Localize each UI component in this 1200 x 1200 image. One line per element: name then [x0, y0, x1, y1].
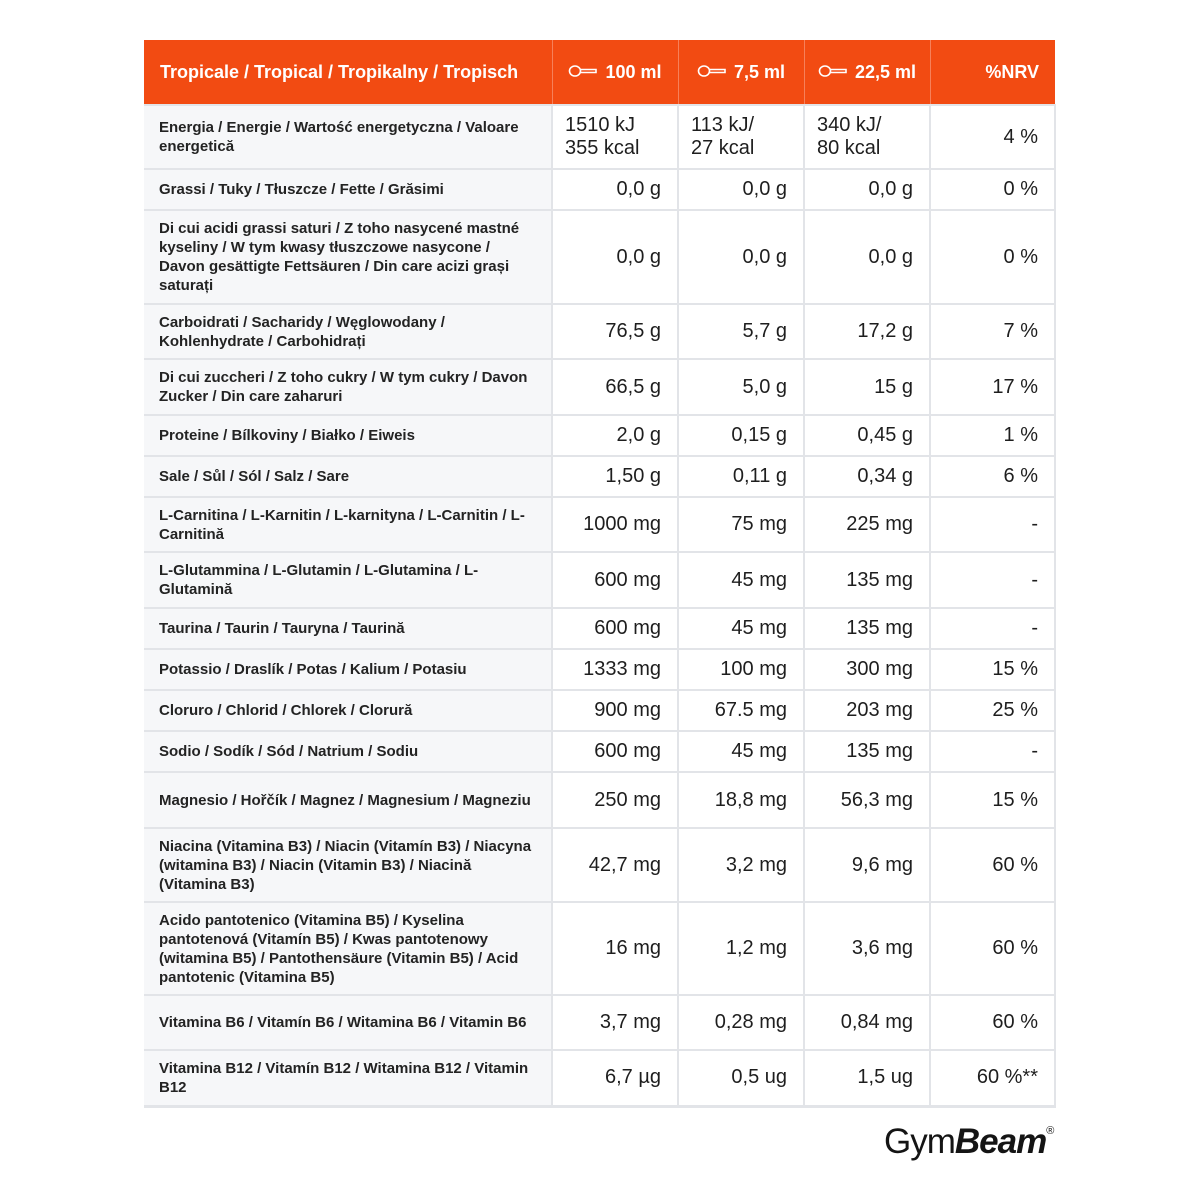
nutrient-name: Vitamina B6 / Vitamín B6 / Witamina B6 / Vitamin B6	[144, 995, 552, 1050]
value-per-22-5ml: 56,3 mg	[804, 772, 930, 828]
logo-text-beam: Beam	[954, 1122, 1047, 1161]
value-nrv: -	[930, 497, 1055, 552]
value-per-7-5ml: 1,2 mg	[678, 902, 804, 995]
value-per-22-5ml: 15 g	[804, 359, 930, 415]
value-per-100ml: 600 mg	[552, 731, 678, 772]
value-nrv: 1 %	[930, 415, 1055, 456]
logo-text-gym: Gym	[884, 1122, 955, 1161]
value-per-22-5ml: 0,84 mg	[804, 995, 930, 1050]
value-nrv: 60 %**	[930, 1050, 1055, 1106]
value-per-22-5ml: 135 mg	[804, 552, 930, 608]
value-per-22-5ml: 9,6 mg	[804, 828, 930, 902]
value-line: 80 kcal	[817, 137, 881, 159]
value-per-100ml: 0,0 g	[552, 210, 678, 304]
value-per-7-5ml: 0,0 g	[678, 210, 804, 304]
value-per-100ml: 16 mg	[552, 902, 678, 995]
header-per-7-5ml-label: 7,5 ml	[733, 61, 786, 82]
table-row	[144, 649, 1055, 690]
value-per-7-5ml: 5,7 g	[678, 304, 804, 359]
nutrient-name: Di cui acidi grassi saturi / Z toho nasycené mastné kyseliny / W tym kwasy tłuszczowe nasycone / Davon gesättigte Fettsäuren / Din care acizi grași saturați	[144, 210, 552, 304]
value-per-100ml: 66,5 g	[552, 359, 678, 415]
table-row	[144, 608, 1055, 649]
value-nrv: -	[930, 608, 1055, 649]
nutrient-name: Niacina (Vitamina B3) / Niacin (Vitamín B3) / Niacyna (witamina B3) / Niacin (Vitamin B3) / Niacină (Vitamina B3)	[144, 828, 552, 902]
value-per-100ml: 600 mg	[552, 608, 678, 649]
value-per-100ml: 1000 mg	[552, 497, 678, 552]
header-row	[144, 40, 1055, 105]
table-body	[144, 105, 1055, 1106]
value-per-100ml: 2,0 g	[552, 415, 678, 456]
table-row	[144, 105, 1055, 169]
value-per-22-5ml: 135 mg	[804, 731, 930, 772]
nutrient-name: Di cui zuccheri / Z toho cukry / W tym cukry / Davon Zucker / Din care zaharuri	[144, 359, 552, 415]
value-nrv: 17 %	[930, 359, 1055, 415]
value-per-7-5ml: 75 mg	[678, 497, 804, 552]
value-per-22-5ml: 203 mg	[804, 690, 930, 731]
value-nrv: 7 %	[930, 304, 1055, 359]
nutrient-name: L-Glutammina / L-Glutamin / L-Glutamina / L-Glutamină	[144, 552, 552, 608]
value-per-100ml: 76,5 g	[552, 304, 678, 359]
table-row	[144, 731, 1055, 772]
nutrient-name: Vitamina B12 / Vitamín B12 / Witamina B12 / Vitamin B12	[144, 1050, 552, 1106]
table-row	[144, 415, 1055, 456]
header-nrv	[930, 40, 1055, 105]
value-per-100ml: 0,0 g	[552, 169, 678, 210]
value-nrv: 60 %	[930, 995, 1055, 1050]
value-nrv: 15 %	[930, 772, 1055, 828]
scoop-icon	[697, 64, 727, 78]
table-row	[144, 828, 1055, 902]
nutrition-table	[144, 40, 1056, 1108]
value-per-22-5ml	[804, 105, 930, 169]
scoop-icon	[568, 64, 598, 78]
value-per-7-5ml: 5,0 g	[678, 359, 804, 415]
value-nrv: 0 %	[930, 169, 1055, 210]
value-per-7-5ml: 3,2 mg	[678, 828, 804, 902]
table-row	[144, 359, 1055, 415]
table-row	[144, 497, 1055, 552]
table-row	[144, 772, 1055, 828]
registered-mark: ®	[1046, 1125, 1055, 1137]
value-per-22-5ml: 1,5 ug	[804, 1050, 930, 1106]
header-per-22-5ml-label: 22,5 ml	[854, 61, 917, 82]
value-line: 340 kJ/	[817, 114, 882, 136]
value-per-100ml: 1,50 g	[552, 456, 678, 497]
header-per-22-5ml	[804, 40, 930, 105]
value-per-7-5ml: 67.5 mg	[678, 690, 804, 731]
nutrient-name: Grassi / Tuky / Tłuszcze / Fette / Grăsimi	[144, 169, 552, 210]
value-nrv: 60 %	[930, 902, 1055, 995]
gymbeam-logo	[884, 1122, 1054, 1162]
value-per-7-5ml: 0,28 mg	[678, 995, 804, 1050]
nutrient-name: Carboidrati / Sacharidy / Węglowodany / Kohlenhydrate / Carbohidrați	[144, 304, 552, 359]
value-nrv: 6 %	[930, 456, 1055, 497]
header-per-100ml-label: 100 ml	[605, 61, 662, 82]
value-nrv: 4 %	[930, 105, 1055, 169]
value-line: 1510 kJ	[565, 114, 636, 136]
table-row	[144, 995, 1055, 1050]
value-per-22-5ml: 3,6 mg	[804, 902, 930, 995]
value-per-100ml: 6,7 µg	[552, 1050, 678, 1106]
value-per-7-5ml: 0,0 g	[678, 169, 804, 210]
value-line: 27 kcal	[691, 137, 755, 159]
header-per-7-5ml	[678, 40, 804, 105]
table-row	[144, 902, 1055, 995]
value-nrv: 60 %	[930, 828, 1055, 902]
value-per-100ml: 42,7 mg	[552, 828, 678, 902]
value-per-7-5ml: 0,11 g	[678, 456, 804, 497]
header-flavor	[144, 40, 552, 105]
value-per-7-5ml: 45 mg	[678, 608, 804, 649]
scoop-icon	[818, 64, 848, 78]
value-nrv: 25 %	[930, 690, 1055, 731]
value-per-22-5ml: 17,2 g	[804, 304, 930, 359]
nutrient-name: Sale / Sůl / Sól / Salz / Sare	[144, 456, 552, 497]
value-per-7-5ml: 18,8 mg	[678, 772, 804, 828]
nutrient-name: Acido pantotenico (Vitamina B5) / Kyselina pantotenová (Vitamín B5) / Kwas pantotenowy (witamina B5) / Pantothensäure (Vitamin B5) / Acid pantotenic (Vitamina B5)	[144, 902, 552, 995]
header-per-100ml	[552, 40, 678, 105]
value-per-100ml: 250 mg	[552, 772, 678, 828]
table-row	[144, 456, 1055, 497]
value-per-22-5ml: 225 mg	[804, 497, 930, 552]
value-per-22-5ml: 135 mg	[804, 608, 930, 649]
nutrient-name: Energia / Energie / Wartość energetyczna / Valoare energetică	[144, 105, 552, 169]
value-per-100ml: 900 mg	[552, 690, 678, 731]
value-per-100ml: 3,7 mg	[552, 995, 678, 1050]
value-nrv: -	[930, 731, 1055, 772]
value-nrv: -	[930, 552, 1055, 608]
nutrient-name: Taurina / Taurin / Tauryna / Taurină	[144, 608, 552, 649]
table-row	[144, 169, 1055, 210]
value-per-7-5ml	[678, 105, 804, 169]
nutrient-name: Magnesio / Hořčík / Magnez / Magnesium / Magneziu	[144, 772, 552, 828]
header-flavor-label: Tropicale / Tropical / Tropikalny / Tropisch	[160, 61, 519, 82]
header-nrv-label: %NRV	[985, 61, 1039, 82]
value-per-100ml	[552, 105, 678, 169]
value-line: 113 kJ/	[691, 114, 754, 136]
nutrient-name: Potassio / Draslík / Potas / Kalium / Potasiu	[144, 649, 552, 690]
value-per-22-5ml: 0,34 g	[804, 456, 930, 497]
value-per-7-5ml: 45 mg	[678, 731, 804, 772]
value-line: 355 kcal	[565, 137, 640, 159]
table-row	[144, 304, 1055, 359]
value-per-22-5ml: 300 mg	[804, 649, 930, 690]
value-per-7-5ml: 45 mg	[678, 552, 804, 608]
value-per-100ml: 600 mg	[552, 552, 678, 608]
nutrient-name: Proteine / Bílkoviny / Białko / Eiweis	[144, 415, 552, 456]
table-row	[144, 1050, 1055, 1106]
nutrient-name: L-Carnitina / L-Karnitin / L-karnityna / L-Carnitin / L-Carnitină	[144, 497, 552, 552]
value-per-7-5ml: 100 mg	[678, 649, 804, 690]
value-per-100ml: 1333 mg	[552, 649, 678, 690]
table-row	[144, 690, 1055, 731]
value-per-7-5ml: 0,15 g	[678, 415, 804, 456]
table-row	[144, 552, 1055, 608]
value-nrv: 0 %	[930, 210, 1055, 304]
value-nrv: 15 %	[930, 649, 1055, 690]
value-per-7-5ml: 0,5 ug	[678, 1050, 804, 1106]
value-per-22-5ml: 0,0 g	[804, 169, 930, 210]
nutrient-name: Sodio / Sodík / Sód / Natrium / Sodiu	[144, 731, 552, 772]
value-per-22-5ml: 0,0 g	[804, 210, 930, 304]
value-per-22-5ml: 0,45 g	[804, 415, 930, 456]
nutrient-name: Cloruro / Chlorid / Chlorek / Clorură	[144, 690, 552, 731]
table-row	[144, 210, 1055, 304]
